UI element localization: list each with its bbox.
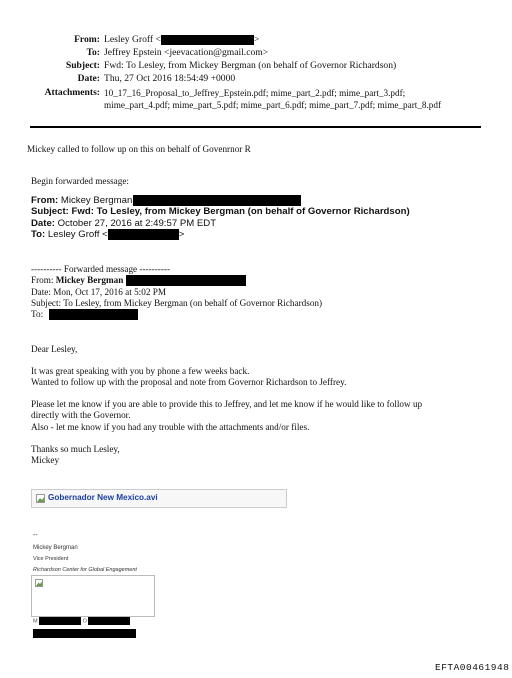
fwd1-date-label: Date:: [31, 218, 55, 229]
broken-image-icon: [36, 494, 45, 503]
attachment-link-box[interactable]: [31, 489, 287, 508]
subject-label: Subject:: [65, 60, 100, 71]
from-value: Lesley Groff <: [104, 34, 161, 45]
header-rule: [30, 126, 481, 128]
redaction-box: [88, 617, 130, 625]
sig-name: Mickey Bergman: [33, 545, 78, 551]
fwd1-to-label: To:: [31, 229, 46, 241]
to-value: Jeffrey Epstein <jeevacation@gmail.com>: [104, 47, 269, 58]
fwd2-from-label: From:: [31, 275, 54, 285]
sign-off: Mickey: [31, 455, 60, 465]
fwd1-date-value: October 27, 2016 at 2:49:57 PM EDT: [57, 218, 217, 229]
sig-dashes: --: [33, 532, 38, 539]
fwd2-subject: Subject: To Lesley, from Mickey Bergman (on behalf of Governor Richardson): [31, 298, 323, 308]
fwd1-from-value: Mickey Bergman: [60, 195, 133, 207]
redaction-box: [108, 229, 179, 240]
date-label: Date:: [77, 73, 100, 84]
attachments-line-2[interactable]: mime_part_4.pdf; mime_part_5.pdf; mime_part_6.pdf; mime_part_7.pdf; mime_part_8.pdf: [104, 100, 442, 110]
body-p1-line2: Wanted to follow up with the proposal and note from Governor Richardson to Jeffrey.: [31, 377, 347, 387]
intro-note: Mickey called to follow up on this on behalf of Govenrnor R: [27, 144, 251, 154]
body-p2-line1: Please let me know if you are able to provide this to Jeffrey, and let me know if he would like to follow up: [31, 399, 423, 409]
date-value: Thu, 27 Oct 2016 18:54:49 +0000: [104, 73, 236, 84]
redaction-box: [161, 35, 254, 45]
sig-org: Richardson Center for Global Engagement: [33, 567, 137, 573]
fwd1-subject-value: Fwd: To Lesley, from Mickey Bergman (on behalf of Governor Richardson): [71, 206, 410, 217]
fwd2-from-value: Mickey Bergman: [55, 275, 124, 285]
fwd2-date: Date: Mon, Oct 17, 2016 at 5:02 PM: [31, 287, 166, 297]
attachments-label: Attachments:: [44, 87, 100, 98]
sig-title: Vice President: [33, 556, 69, 562]
broken-image-icon: [35, 579, 43, 587]
redaction-box: [133, 195, 301, 206]
bates-number: EFTA00461948: [435, 662, 510, 673]
to-label: To:: [86, 47, 100, 58]
subject-value: Fwd: To Lesley, from Mickey Bergman (on behalf of Governor Richardson): [104, 60, 397, 71]
greeting: Dear Lesley,: [31, 344, 78, 354]
fwd2-to-label: To:: [31, 309, 44, 319]
fwd1-from-label: From:: [31, 195, 59, 207]
from-label: From:: [74, 34, 100, 45]
attachment-link[interactable]: Gobernador New Mexico.avi: [48, 493, 158, 502]
body-p2-line2: directly with the Governor.: [31, 410, 131, 420]
redaction-box: [39, 617, 81, 625]
body-p2-line3: Also - let me know if you had any trouble with the attachments and/or files.: [31, 422, 310, 432]
fwd2-divider: ---------- Forwarded message ----------: [31, 264, 171, 274]
body-p1-line1: It was great speaking with you by phone a few weeks back.: [31, 366, 250, 376]
redaction-box: [33, 629, 136, 638]
sig-o-label: O: [82, 618, 87, 625]
attachments-line-1[interactable]: 10_17_16_Proposal_to_Jeffrey_Epstein.pdf; mime_part_2.pdf; mime_part_3.pdf;: [104, 88, 406, 98]
sig-m-label: M: [33, 618, 38, 625]
fwd1-to-value: Lesley Groff <: [47, 229, 108, 241]
sig-logo-placeholder: [31, 575, 155, 617]
fwd1-subject-label: Subject:: [31, 206, 69, 217]
redaction-box: [49, 309, 138, 320]
begin-forwarded: Begin forwarded message:: [31, 176, 129, 186]
thanks: Thanks so much Lesley,: [31, 444, 120, 454]
redaction-box: [126, 275, 246, 286]
